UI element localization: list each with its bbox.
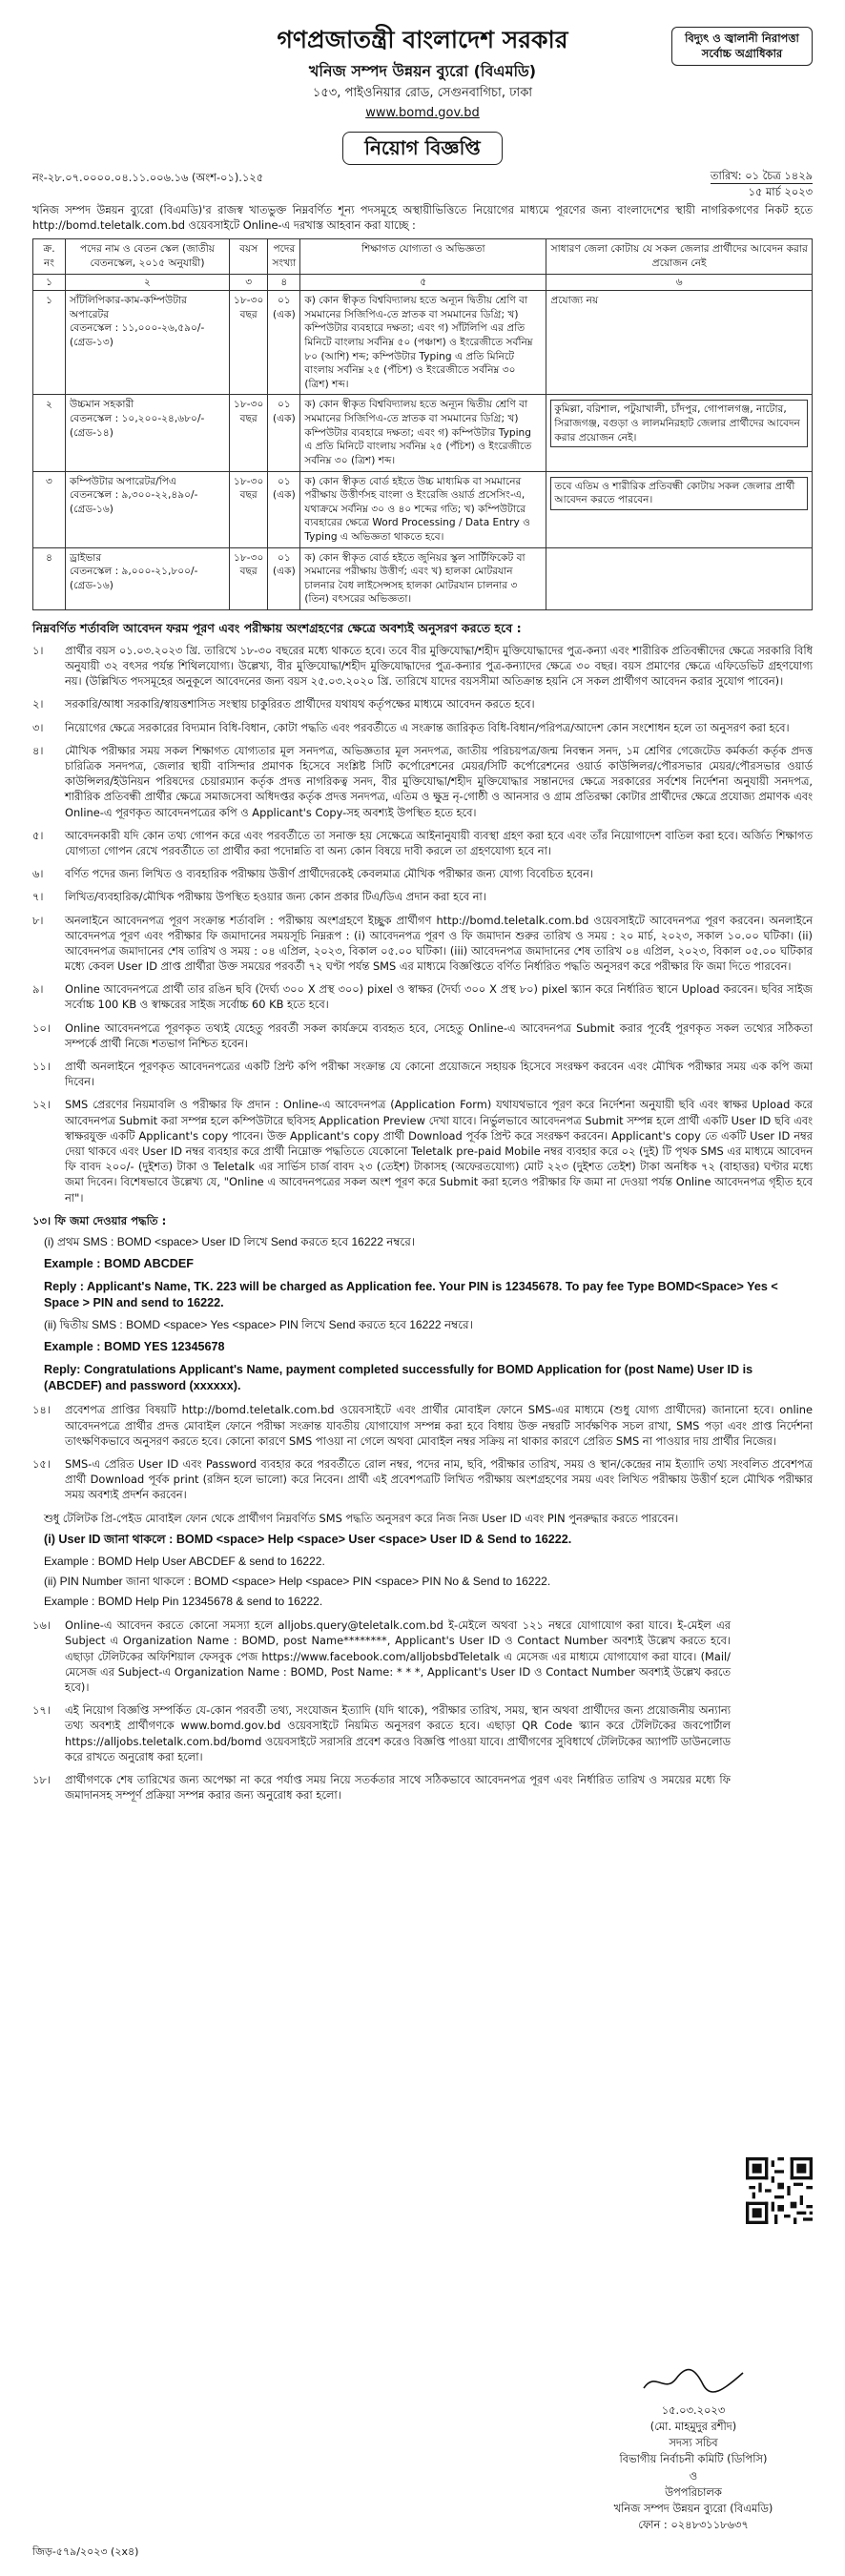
- age-cell: ১৮-৩০ বছর: [230, 547, 268, 609]
- item-text: Online-এ আবেদন করতে কোনো সমস্যা হলে alljobs.query@teletalk.com.bd ই-মেইলে অথবা ১২১ নম্বরে যোগাযোগ করা যাবে। ই-মেইল এর Subject এ Organization Name : BOMD, post Name********, Applicant's User ID ও Contact Number অবশ্যই উল্লেখ করতে হবে। এছাড়া টেলিটকের অফিশিয়াল ফেসবুক পেজ https://www.facebook.com/alljobsbdTeletalk এ মেসেজ এর মাধ্যমে যোগাযোগ করা যাবে। (Mail/মেসেজ এর Subject-এ Organization Name : BOMD, Post Name: * * *, Applicant's User ID ও Contact Number অবশ্যই উল্লেখ করতে হবে)।: [65, 1618, 731, 1694]
- item-number: ১৪।: [32, 1403, 51, 1417]
- sms-reply-1: Reply : Applicant's Name, TK. 223 will be charged as Application fee. Your PIN is 12345678. To pay fee Type BOMD<Space> Yes < Space > PIN and send to 16222.: [44, 1279, 778, 1309]
- post-name: কম্পিউটার অপারেটর/পিএ: [70, 475, 176, 487]
- header-qualification: শিক্ষাগত যোগ্যতা ও অভিজ্ঞতা: [300, 239, 546, 274]
- sms-reply-2: Reply: Congratulations Applicant's Name, payment completed successfully for BOMD Application for (post Name) User ID is (ABCDEF) and password (xxxxxx).: [44, 1362, 753, 1393]
- item-text: বর্ণিত পদের জন্য লিখিত ও ব্যবহারিক পরীক্ষায় উত্তীর্ণ প্রার্থীদেরকেই কেবলমাত্র মৌখিক পরীক্ষার জন্য যোগ্য বিবেচিত হবেন।: [65, 867, 593, 881]
- age-cell: ১৮-৩০ বছর: [230, 471, 268, 547]
- memo-row: [32, 170, 813, 202]
- post-cell: [66, 395, 230, 471]
- item-number: ৫।: [32, 828, 44, 842]
- header-serial: ক্র. নং: [33, 239, 66, 274]
- post-cell: [66, 471, 230, 547]
- table-row: [33, 291, 813, 395]
- item-number: ১৬।: [32, 1618, 51, 1633]
- header-count: পদের সংখ্যা: [268, 239, 300, 274]
- item-number: ১৫।: [32, 1457, 51, 1472]
- serial-cell: ১: [33, 291, 66, 395]
- designation: উপপরিচালক: [665, 2484, 722, 2499]
- item-number: ৩।: [32, 720, 44, 734]
- signatory-name: (মো. মাহমুদুর রশীদ): [649, 2420, 737, 2434]
- footer-code: জিড়-৫৭৯/২০২৩ (২x৪): [32, 2545, 139, 2558]
- list-item: [32, 1456, 813, 1503]
- sms-example-2: Example : BOMD YES 12345678: [44, 1340, 225, 1354]
- index-cell: ৩: [230, 274, 268, 291]
- committee-name: বিভাগীয় নির্বাচনী কমিটি (ডিপিসি): [619, 2452, 768, 2466]
- organization: খনিজ সম্পদ উন্নয়ন ব্যুরো (বিএমডি): [613, 2501, 773, 2515]
- list-item: [32, 828, 813, 858]
- signature-date: ১৫.০৩.২০২৩: [661, 2403, 726, 2418]
- recovery-pin: (ii) PIN Number জানা থাকলে : BOMD <space> Help <space> PIN <space> PIN No & Send to 16222.: [44, 1575, 551, 1589]
- header-post-name: পদের নাম ও বেতন স্কেল (জাতীয় বেতনস্কেল, ২০১৫ অনুযায়ী): [66, 239, 230, 274]
- sms-example-1: Example : BOMD ABCDEF: [44, 1257, 194, 1271]
- qualification-cell: ক) কোন স্বীকৃত বিশ্ববিদ্যালয় হতে অন্যূন দ্বিতীয় শ্রেণি বা সমমানের সিজিপিএ-তে স্নাতক বা সমমানের ডিগ্রি; খ) কম্পিউটার ব্যবহারে দক্ষতা; এবং গ) কম্পিউটার Typing এ প্রতি মিনিটে বাংলায় সর্বনিম্ন ২৫ (পঁচিশ) ও ইংরেজীতে সর্বনিম্ন ৩০ (ত্রিশ) শব্দ।: [300, 395, 546, 471]
- item-text: প্রার্থীগণকে শেষ তারিখের জন্য অপেক্ষা না করে পর্যাপ্ত সময় নিয়ে সতর্কতার সাথে সঠিকভাবে আবেদনপত্র পূরণ এবং নির্ধারিত তারিখ ও সময়ের মধ্যে ফি জমাদানসহ সম্পূর্ণ প্রক্রিয়া সম্পন্ন করার জন্য অনুরোধ করা হলো।: [65, 1772, 731, 1803]
- address: ১৫৩, পাইওনিয়ার রোড, সেগুনবাগিচা, ঢাকা: [312, 86, 533, 101]
- signature-mark-icon: [636, 2365, 751, 2398]
- serial-cell: ৩: [33, 471, 66, 547]
- pay-scale: বেতনস্কেল : ৯,৩০০-২২,৪৯০/- (গ্রেড-১৬): [70, 489, 198, 515]
- table-row: [33, 471, 813, 547]
- item-number: ১৮।: [32, 1772, 51, 1786]
- organization-name: খনিজ সম্পদ উন্নয়ন ব্যুরো (বিএমডি): [308, 61, 537, 80]
- posts-table: [32, 238, 813, 610]
- list-item: [32, 866, 813, 881]
- list-item: [32, 696, 813, 711]
- item-number: ২।: [32, 697, 44, 711]
- item-text: আবেদনকারী যদি কোন তথ্য গোপন করে এবং পরবর্তীতে তা সনাক্ত হয় সেক্ষেত্রে আইনানুযায়ী ব্যবস্থা গ্রহণ করা হবে এবং তাঁর নিয়োগাদেশ বাতিল করা হবে। অর্জিত শিক্ষাগত যোগ্যতা গোপন রেখে পরবর্তীতে তা প্রার্থীর করা পদোন্নতি বা অন্য কোন বিষয়ে দাবী করলে তা গ্রহণযোগ্য হবে না।: [65, 828, 813, 857]
- item-number: ৮।: [32, 913, 44, 927]
- list-item: [32, 981, 813, 1012]
- pay-scale: বেতনস্কেল : ১১,০০০-২৬,৫৯০/- (গ্রেড-১৩): [70, 322, 205, 349]
- pay-scale: বেতনস্কেল : ৯,০০০-২১,৮০০/- (গ্রেড-১৬): [70, 566, 198, 591]
- index-cell: ৬: [546, 274, 813, 291]
- header-age: বয়স: [230, 239, 268, 274]
- item-number: ৪।: [32, 743, 44, 757]
- list-item: [32, 1772, 731, 1803]
- signatory-title: সদস্য সচিব: [669, 2436, 718, 2450]
- item-text: লিখিত/ব্যবহারিক/মৌখিক পরীক্ষায় উপস্থিত হওয়ার জন্য কোন প্রকার টিএ/ডিএ প্রদান করা হবে না।: [65, 890, 486, 904]
- item-number: ১৭।: [32, 1703, 51, 1718]
- index-cell: ১: [33, 274, 66, 291]
- signature-block: [574, 2365, 813, 2533]
- table-row: [33, 547, 813, 609]
- admit-card-conditions: [32, 1402, 813, 1502]
- qualification-cell: ক) কোন স্বীকৃত বিশ্ববিদ্যালয় হতে অন্যূন দ্বিতীয় শ্রেণি বা সমমানের সিজিপিএ-তে স্নাতক বা সমমানের ডিগ্রি; খ) কম্পিউটার ব্যবহারে দক্ষতা; এবং গ) সাঁটলিপি এর প্রতি মিনিটে বাংলায় সর্বনিম্ন ৫০ (পঞ্চাশ) ও ইংরেজীতে সর্বনিম্ন ৮০ (আশি) শব্দ; কম্পিউটার Typing এ প্রতি মিনিটে বাংলায় সর্বনিম্ন ২৫ (পঁচিশ) ও ইংরেজীতে সর্বনিম্ন ৩০ (ত্রিশ) শব্দ।: [300, 291, 546, 395]
- fee-title: ১৩। ফি জমা দেওয়ার পদ্ধতি :: [32, 1213, 167, 1227]
- list-item: [32, 743, 813, 820]
- quota-box: তবে এতিম ও শারীরিক প্রতিবন্ধী কোটায় সকল জেলার প্রার্থী আবেদন করতে পারবেন।: [550, 477, 808, 510]
- table-index-row: [33, 274, 813, 291]
- issue-date: [711, 168, 813, 199]
- item-number: ৬।: [32, 867, 44, 881]
- item-number: ১।: [32, 643, 44, 657]
- post-cell: [66, 547, 230, 609]
- date-bangla: ০১ চৈত্র ১৪২৯: [745, 169, 813, 182]
- notice-title: নিয়োগ বিজ্ঞপ্তি: [342, 132, 503, 164]
- item-text: প্রবেশপত্র প্রাপ্তির বিষয়টি http://bomd.teletalk.com.bd ওয়েবসাইটে এবং প্রার্থীর মোবাইল ফোনে SMS-এর মাধ্যমে (শুধু যোগ্য প্রার্থীদের) জানানো হবে। online আবেদনপত্রে প্রার্থীর প্রদত্ত মোবাইল ফোনে পরীক্ষা সংক্রান্ত যাবতীয় যোগাযোগ সম্পন্ন করা হবে বিধায় উক্ত নম্বরটি সার্বক্ষণিক সচল রাখা, SMS পড়া এবং প্রাপ্ত নির্দেশনা তাৎক্ষণিকভাবে অনুসরণ করতে হবে। কোনো কারণে SMS পাওয়া না গেলে অথবা মোবাইল নম্বর সক্রিয় না থাকার কারণে প্রেরিত SMS না পাওয়ার দায় প্রার্থীর নিজের।: [65, 1403, 813, 1448]
- count-cell: ০১ (এক): [268, 291, 300, 395]
- post-name: সাঁটলিপিকার-কাম-কম্পিউটার অপারেটর: [70, 295, 187, 320]
- date-gregorian: ১৫ মার্চ ২০২৩: [711, 183, 813, 199]
- item-text: Online আবেদনপত্রে পূরণকৃত তথ্যই যেহেতু পরবর্তী সকল কার্যক্রমে ব্যবহৃত হবে, সেহেতু Online-এ আবেদনপত্র Submit করার পূর্বেই পূরণকৃত সকল তথ্যের সঠিকতা সম্পর্কে প্রার্থী নিজে শতভাগ নিশ্চিত হবেন।: [65, 1020, 813, 1050]
- item-text: প্রার্থীর বয়স ০১.০৩.২০২৩ খ্রি. তারিখে ১৮-৩০ বছরের মধ্যে থাকতে হবে। তবে বীর মুক্তিযোদ্ধা/শহীদ মুক্তিযোদ্ধাদের পুত্র-কন্যা এবং শারীরিক প্রতিবন্ধীদের ক্ষেত্রে সরকারি বিধি অনুযায়ী ৩২ বৎসর পর্যন্ত শিথিলযোগ্য। উল্লেখ্য, বীর মুক্তিযোদ্ধা/শহীদ মুক্তিযোদ্ধাদের পুত্র-কন্যার পুত্র-কন্যাদের ক্ষেত্রে ৩০ বছর। বয়স প্রমাণের ক্ষেত্রে এফিডেভিট গ্রহণযোগ্য নয়। (উল্লিখিত পদসমূহের অনুকূলে আবেদনের জন্য বয়স ২৫.০৩.২০২০ খ্রি. তারিখে যাদের বয়সসীমা অতিক্রান্ত হয়নি সে সকল প্রার্থীগণ আবেদন করার সুযোগ পাবেন)।: [65, 643, 813, 689]
- item-text: নিয়োগের ক্ষেত্রে সরকারের বিদ্যমান বিধি-বিধান, কোটা পদ্ধতি এবং পরবর্তীতে এ সংক্রান্ত জারিকৃত বিধি-বিধান/পরিপত্র/আদেশ কোন সংশোধন হলে তা অনুসরণ করা হবে।: [65, 720, 790, 734]
- serial-cell: ৪: [33, 547, 66, 609]
- qualification-cell: ক) কোন স্বীকৃত বোর্ড হইতে জুনিয়র স্কুল সার্টিফিকেট বা সমমানের পরীক্ষায় উত্তীর্ণ; এবং খ) হালকা মোটরযান চালনার বৈধ লাইসেন্সসহ হালকা মোটরযান চালনার ৩ (তিন) বৎসরের অভিজ্ঞতা।: [300, 547, 546, 609]
- post-name: উচ্চমান সহকারী: [70, 399, 134, 411]
- recovery-user-id: (i) User ID জানা থাকলে : BOMD <space> Help <space> User <space> User ID & Send to 16222.: [44, 1532, 572, 1546]
- item-number: ১১।: [32, 1060, 51, 1073]
- post-cell: [66, 291, 230, 395]
- quota-cell: [546, 395, 813, 471]
- list-item: [32, 643, 813, 690]
- header: [32, 23, 813, 166]
- conjunction: ও: [689, 2468, 698, 2483]
- age-cell: ১৮-৩০ বছর: [230, 291, 268, 395]
- final-conditions: [32, 1618, 813, 1803]
- table-row: [33, 395, 813, 471]
- count-cell: ০১ (এক): [268, 547, 300, 609]
- recovery-user-example: Example : BOMD Help User ABCDEF & send to 16222.: [44, 1555, 325, 1569]
- item-number: ১০।: [32, 1020, 51, 1035]
- government-title: গণপ্রজাতন্ত্রী বাংলাদেশ সরকার: [277, 26, 568, 53]
- conditions-title: নিম্নবর্ণিত শর্তাবলি আবেদন ফরম পূরণ এবং পরীক্ষায় অংশগ্রহণের ক্ষেত্রে অবশ্যই অনুসরণ করতে হবে :: [32, 621, 522, 635]
- priority-badge: বিদ্যুৎ ও জ্বালানী নিরাপত্তা সর্বোচ্চ অগ্রাধিকার: [671, 27, 813, 66]
- sms-step-1: (i) প্রথম SMS : BOMD <space> User ID লিখে Send করতে হবে 16222 নম্বরে।: [44, 1235, 416, 1249]
- item-text: অনলাইনে আবেদনপত্র পূরণ সংক্রান্ত শর্তাবলি : পরীক্ষায় অংশগ্রহণে ইচ্ছুক প্রার্থীগণ http://bomd.teletalk.com.bd ওয়েবসাইটে আবেদনপত্র পূরণ করবেন। অনলাইনে আবেদনপত্র পূরণ এবং পরীক্ষার ফি জমাদানের সময়সূচি নিম্নরূপ : (i) আবেদনপত্র পূরণ ও ফি জমাদান শুরুর তারিখ ও সময় : ২০ মার্চ, ২০২৩, সকাল ১০.০০ ঘটিকা। (ii) আবেদনপত্র জমাদানের শেষ তারিখ ও সময় : ০৪ এপ্রিল, ২০২৩, বিকাল ০৫.০০ ঘটিকা। (iii) আবেদনপত্র জমাদানের শেষ তারিখ ০৪ এপ্রিল, ২০২৩, বিকাল ০৫.০০ ঘটিকার মধ্যে কেবল User ID প্রাপ্ত প্রার্থীরা উক্ত সময়ের পরবর্তী ৭২ ঘণ্টা পর্যন্ত SMS এর মাধ্যমে বিজ্ঞপ্তিতে বর্ণিত নির্ধারিত পদ্ধতি অনুসরণ করে পরীক্ষার ফি জমা দিতে পারবেন।: [65, 913, 813, 974]
- item-number: ৯।: [32, 982, 44, 997]
- qr-code-icon[interactable]: [746, 2157, 813, 2224]
- list-item: [32, 1059, 813, 1089]
- count-cell: ০১ (এক): [268, 395, 300, 471]
- list-item: [32, 913, 813, 975]
- index-cell: ২: [66, 274, 230, 291]
- item-text: SMS-এ প্রেরিত User ID এবং Password ব্যবহার করে পরবর্তীতে রোল নম্বর, পদের নাম, ছবি, পরীক্ষার তারিখ, সময় ও স্থান/কেন্দ্রের নাম ইত্যাদি তথ্য সংবলিত প্রবেশপত্র প্রার্থী Download পূর্বক print (রঙ্গিন হলে ভালো) করে নিবেন। প্রার্থী এই প্রবেশপত্রটি লিখিত পরীক্ষায় অংশগ্রহণের সময় এবং লিখিত পরীক্ষায় উত্তীর্ণ হলে মৌখিক পরীক্ষার সময় অবশ্যই প্রদর্শন করবেন।: [65, 1457, 813, 1502]
- list-item: [32, 889, 813, 904]
- age-cell: ১৮-৩০ বছর: [230, 395, 268, 471]
- item-text: সরকারি/আধা সরকারি/স্বায়ত্তশাসিত সংস্থায় চাকুরিরত প্রার্থীদের যথাযথ কর্তৃপক্ষের মাধ্যমে আবেদন করতে হবে।: [65, 697, 535, 711]
- pay-scale: বেতনস্কেল : ১০,২০০-২৪,৬৮০/- (গ্রেড-১৪): [70, 413, 205, 439]
- item-text: মৌখিক পরীক্ষার সময় সকল শিক্ষাগত যোগ্যতার মূল সনদপত্র, অভিজ্ঞতার মূল সনদপত্র, জাতীয় পরিচয়পত্র/জন্ম নিবন্ধন সনদ, ১ম শ্রেণির গেজেটেড কর্মকর্তা কর্তৃক প্রদত্ত চারিত্রিক সনদপত্র, জেলার স্থায়ী বাসিন্দার প্রমাণক হিসেবে সংশ্লিষ্ট সিটি কর্পোরেশনের মেয়র/সিটি কর্পোরেশনের ওয়ার্ড কাউন্সিলর/পৌরসভার মেয়র/পৌরসভার ওয়ার্ড কাউন্সিলর/ইউনিয়ন পরিষদের চেয়ারম্যান কর্তৃক প্রদত্ত নাগরিকত্ব সনদ, বীর মুক্তিযোদ্ধা/শহীদ মুক্তিযোদ্ধার সন্তানদের ক্ষেত্রে সরকারের সর্বশেষ নির্দেশনা অনুযায়ী সনদপত্র, শারীরিক প্রতিবন্ধী প্রার্থীর ক্ষেত্রে সমাজসেবা অধিদপ্তর কর্তৃক প্রদত্ত সনদপত্র, এতিম ও ক্ষুদ্র নৃ-গোষ্ঠী ও আনসার ও গ্রাম প্রতিরক্ষা কোটার প্রার্থীদের ক্ষেত্রে প্রযোজ্য প্রমাণক এবং Online-এ পূরণকৃত আবেদনপত্রের কপি ও Applicant's Copy-সহ অবশ্যই উপস্থিত হতে হবে।: [65, 743, 813, 819]
- conditions-list: [32, 643, 813, 1206]
- list-item: [32, 1702, 731, 1764]
- count-cell: ০১ (এক): [268, 471, 300, 547]
- index-cell: ৪: [268, 274, 300, 291]
- list-item: [32, 720, 813, 735]
- list-item: [32, 1097, 813, 1205]
- index-cell: ৫: [300, 274, 546, 291]
- recovery-pin-example: Example : BOMD Help Pin 12345678 & send to 16222.: [44, 1595, 323, 1609]
- memo-number: নং-২৮.০৭.০০০০.০৪.১১.০০৬.১৬ (অংশ-০১).১২৫: [32, 171, 264, 184]
- website-link[interactable]: www.bomd.gov.bd: [365, 105, 480, 120]
- table-header-row: [33, 239, 813, 274]
- quota-box: কুমিল্লা, বরিশাল, পটুয়াখালী, চাঁদপুর, গোপালগঞ্জ, নাটোর, সিরাজগঞ্জ, বগুড়া ও লালমনিরহাট জেলার প্রার্থীদের আবেদন করার প্রয়োজন নেই।: [550, 400, 808, 447]
- item-text: এই নিয়োগ বিজ্ঞপ্তি সম্পর্কিত যে-কোন পরবর্তী তথ্য, সংযোজন ইত্যাদি (যদি থাকে), পরীক্ষার তারিখ, সময়, স্থান অথবা প্রার্থীদের জন্য প্রয়োজনীয় অন্যান্য তথ্য অবশ্যই প্রার্থীগণকে www.bomd.gov.bd ওয়েবসাইটে নিয়মিত অনুসরণ করতে হবে। এছাড়া QR Code স্ক্যান করে টেলিটকের জবপোর্টাল https://alljobs.teletalk.com.bd/bomd ওয়েবসাইটে সরাসরি প্রবেশ করেও বিজ্ঞপ্তি পাওয়া যাবে। প্রার্থীগণের সুবিধার্থে টেলিটকের অ্যাপটি ডাউনলোড করে রাখতে অনুরোধ করা হলো।: [65, 1703, 731, 1763]
- list-item: [32, 1020, 813, 1051]
- quota-cell: প্রযোজ্য নয়: [546, 291, 813, 395]
- phone-number: ফোন : ০২৪৮৩১১৮৬৩৭: [638, 2517, 749, 2531]
- header-quota: সাধারণ জেলা কোটায় যে সকল জেলার প্রার্থীদের আবেদন করার প্রয়োজন নেই: [546, 239, 813, 274]
- serial-cell: ২: [33, 395, 66, 471]
- qualification-cell: ক) কোন স্বীকৃত বোর্ড হইতে উচ্চ মাধ্যমিক বা সমমানের পরীক্ষায় উত্তীর্ণসহ বাংলা ও ইংরেজি ওয়ার্ড প্রসেসিং-এ, যথাক্রমে সর্বনিম্ন ৩০ ও ৪০ শব্দের গতি; খ) কম্পিউটারে ব্যবহারের ক্ষেত্রে Word Processing / Data Entry ও Typing এ অভিজ্ঞতা থাকতে হবে।: [300, 471, 546, 547]
- post-name: ড্রাইভার: [70, 551, 102, 564]
- sms-step-2: (ii) দ্বিতীয় SMS : BOMD <space> Yes <space> PIN লিখে Send করতে হবে 16222 নম্বরে।: [44, 1318, 473, 1332]
- intro-paragraph: খনিজ সম্পদ উন্নয়ন ব্যুরো (বিএমডি)'র রাজস্ব খাতভুক্ত নিম্নবর্ণিত শূন্য পদসমূহে অস্থায়ীভিত্তিতে নিয়োগের মাধ্যমে পূরণের জন্য বাংলাদেশের স্থায়ী নাগরিকগণের নিকট হতে http://bomd.teletalk.com.bd ওয়েবসাইটে Online-এ দরখাস্ত আহবান করা যাচ্ছে :: [32, 203, 813, 233]
- quota-cell: [546, 471, 813, 547]
- recovery-section: [32, 1511, 813, 1611]
- item-number: ১২।: [32, 1098, 51, 1112]
- list-item: [32, 1618, 731, 1695]
- fee-section: [32, 1213, 813, 1395]
- item-text: Online আবেদনপত্রে প্রার্থী তার রঙিন ছবি (দৈর্ঘ্য ৩০০ X প্রস্থ ৩০০) pixel ও স্বাক্ষর (দৈর্ঘ্য ৩০০ X প্রস্থ ৮০) pixel স্ক্যান করে নির্ধারিত স্থানে Upload করবেন। ছবির সাইজ সর্বোচ্চ 100 KB ও স্বাক্ষরের সাইজ সর্বোচ্চ 60 KB হতে হবে।: [65, 982, 813, 1012]
- recovery-intro: শুধু টেলিটক প্রি-পেইড মোবাইল ফোন থেকে প্রার্থীগণ নিম্নবর্ণিত SMS পদ্ধতি অনুসরণ করে নিজ নিজ User ID এবং PIN পুনরুদ্ধার করতে পারবেন।: [44, 1511, 679, 1525]
- item-text: প্রার্থী অনলাইনে পূরণকৃত আবেদনপত্রের একটি প্রিন্ট কপি পরীক্ষা সংক্রান্ত যে কোনো প্রয়োজনে সহায়ক হিসেবে সংরক্ষণ করবেন এবং মৌখিক পরীক্ষার সময় এক কপি জমা দিবেন।: [65, 1060, 813, 1089]
- item-number: ৭।: [32, 890, 44, 904]
- quota-cell: [546, 547, 813, 609]
- date-label: তারিখ:: [710, 169, 742, 182]
- list-item: [32, 1402, 813, 1449]
- item-text: SMS প্রেরণের নিয়মাবলি ও পরীক্ষার ফি প্রদান : Online-এ আবেদনপত্র (Application Form) যথাযথভাবে পূরণ করে নির্দেশনা অনুযায়ী ছবি এবং স্বাক্ষর Upload করে আবেদনপত্র Submit করা সম্পন্ন হলে কম্পিউটারে ছবিসহ Application Preview দেখা যাবে। নির্ভুলভাবে আবেদনপত্র Submit সম্পন্ন হলে প্রার্থী একটি User ID ছবি এবং স্বাক্ষরযুক্ত একটি Applicant's copy পাবেন। উক্ত Applicant's copy প্রার্থী Download পূর্বক প্রিন্ট করে সংরক্ষণ করবেন। Applicant's copy তে একটি User ID নম্বর দেয়া থাকবে এবং User ID নম্বর ব্যবহার করে প্রার্থী নিম্নোক্ত পদ্ধতিতে যেকোনো Teletalk pre-paid Mobile নম্বর ব্যবহার করে ০২ (দুই) টি পৃথক SMS এর মাধ্যমে আবেদন ফি বাবদ ২০০/- (দুইশত) টাকা ও Teletalk এর সার্ভিস চার্জ বাবদ ২৩ (তেইশ) টাকাসহ (অফেরতযোগ্য) মোট ২২৩ (দুইশত তেইশ) টাকা অনধিক ৭২ (বাহাত্তর) ঘণ্টার মধ্যে জমা দিবেন। বিশেষভাবে উল্লেখ্য যে, "Online এ আবেদনপত্রের সকল অংশ পূরণ করে Submit করা হলেও পরীক্ষার ফি জমা না দেওয়া পর্যন্ত Online আবেদনপত্র গৃহীত হবে না"।: [65, 1098, 813, 1205]
